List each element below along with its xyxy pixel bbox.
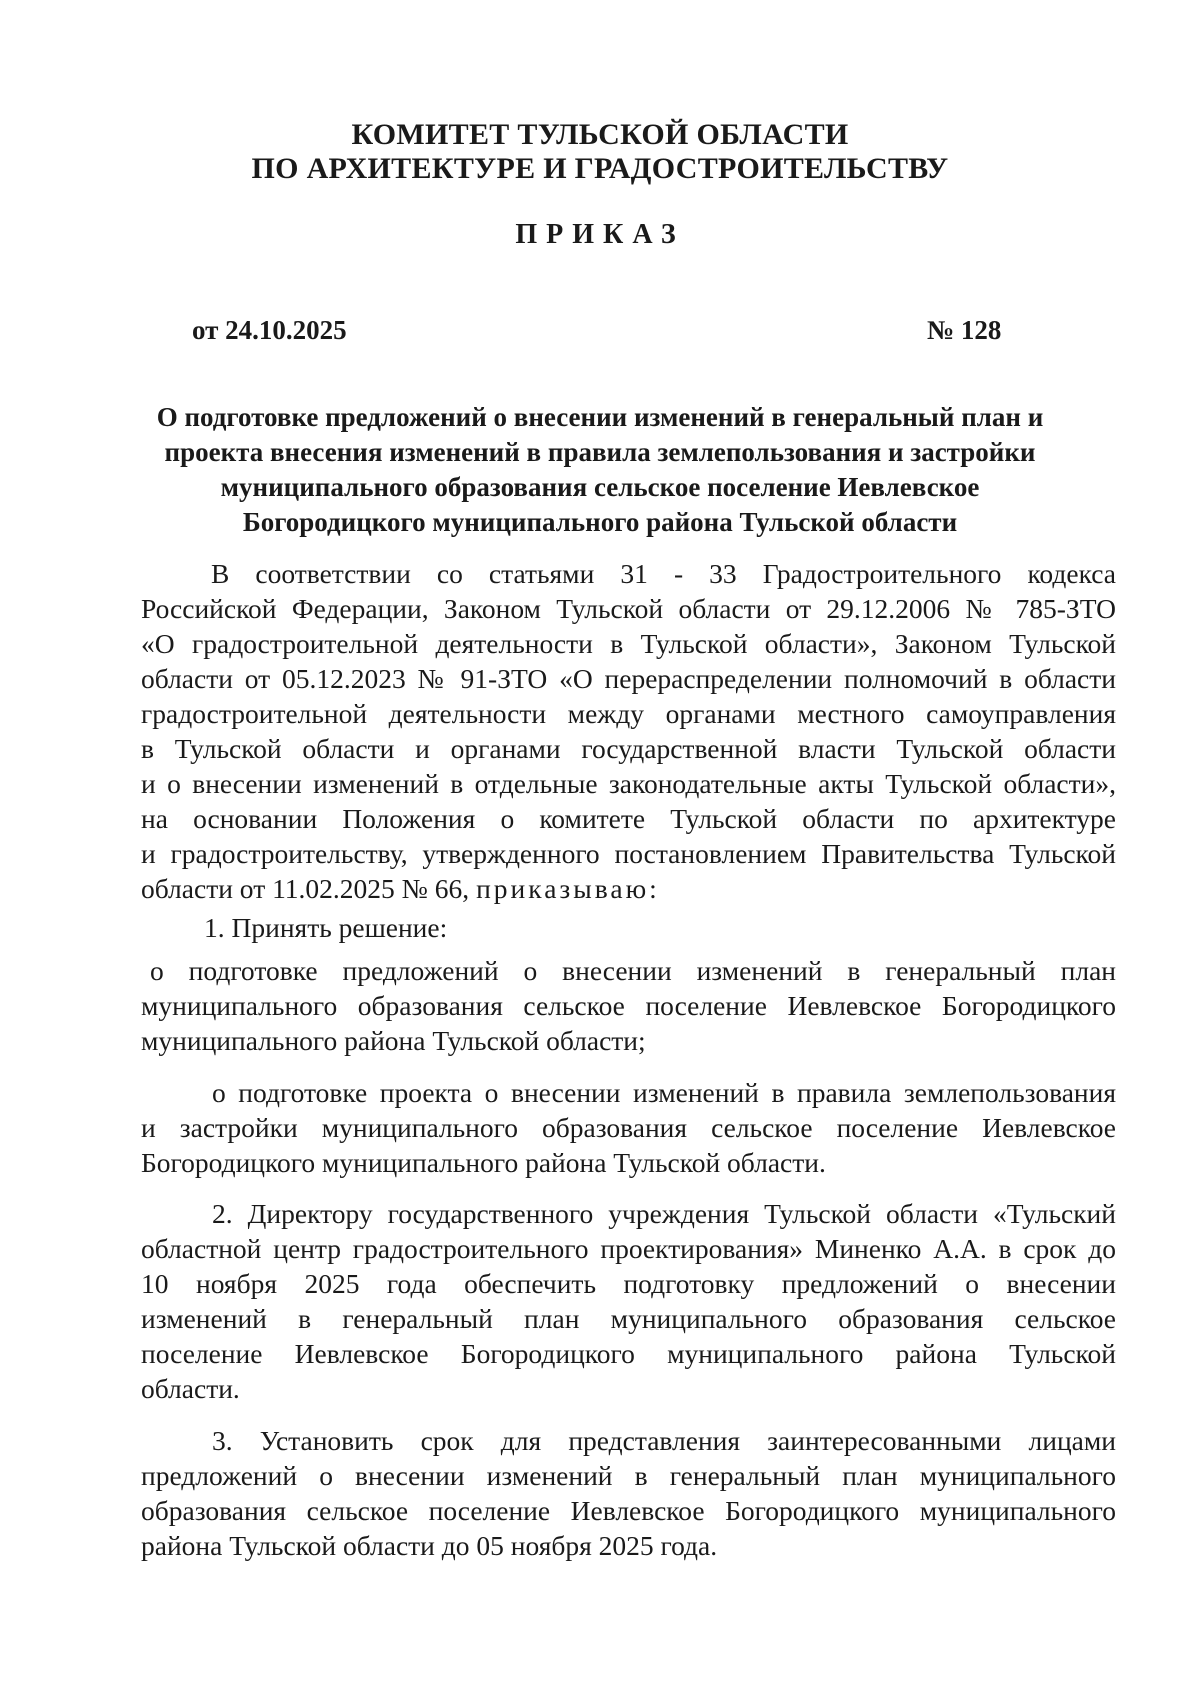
item2-line: 2. Директору государственного учреждения Тульской области «Тульский [212,1198,1116,1229]
item2-line: 10 ноября 2025 года обеспечить подготовку предложений о внесении [141,1268,1116,1299]
document-date: от 24.10.2025 [192,315,347,345]
preamble-line: В соответствии со статьями 31 - 33 Градостроительного кодекса [211,558,1116,589]
item1-a-last-line: муниципального района Тульской области; [141,1025,646,1056]
preamble-line: градостроительной деятельности между органами местного самоуправления [141,698,1116,729]
item1-b-line: о подготовке проекта о внесении изменений в правила землепользования [212,1077,1116,1108]
order-word: приказываю: [476,873,660,904]
preamble-line: и градостроительству, утвержденного постановлением Правительства Тульской [141,838,1116,869]
document-title-line3: муниципального образования сельское поселение Иевлевское [220,472,980,502]
document-title-line1: О подготовке предложений о внесении изменений в генеральный план и [156,402,1044,432]
document-type: ПРИКАЗ [515,219,685,250]
organization-name-line2: ПО АРХИТЕКТУРЕ И ГРАДОСТРОИТЕЛЬСТВУ [251,152,949,185]
item1-heading: 1. Принять решение: [204,912,448,943]
preamble-last-text: области от 11.02.2025 № 66, [141,873,470,904]
item3-line: предложений о внесении изменений в генеральный план муниципального [141,1460,1116,1491]
item1-b-last-line: Богородицкого муниципального района Тульской области. [141,1147,826,1178]
preamble-line: «О градостроительной деятельности в Тульской области», Законом Тульской [141,628,1116,659]
organization-name-line1: КОМИТЕТ ТУЛЬСКОЙ ОБЛАСТИ [351,118,849,151]
item2-line: изменений в генеральный план муниципального образования сельское [141,1303,1116,1334]
preamble-line: в Тульской области и органами государственной власти Тульской области [141,733,1116,764]
item3-line: образования сельское поселение Иевлевское Богородицкого муниципального [141,1495,1116,1526]
item3-last-line: района Тульской области до 05 ноября 2025 года. [141,1530,718,1561]
document-title-line2: проекта внесения изменений в правила землепользования и застройки [164,437,1036,467]
item2-line: поселение Иевлевское Богородицкого муниципального района Тульской [141,1338,1116,1369]
preamble-line: Российской Федерации, Законом Тульской области от 29.12.2006 № 785-ЗТО [141,593,1116,624]
item2-last-line: области. [141,1373,240,1404]
item3-line: 3. Установить срок для представления заинтересованными лицами [212,1425,1116,1456]
item2-line: областной центр градостроительного проектирования» Миненко А.А. в срок до [141,1233,1116,1264]
item1-a-line: муниципального образования сельское поселение Иевлевское Богородицкого [141,990,1116,1021]
document-number: № 128 [927,315,1002,345]
item1-a-line: о подготовке предложений о внесении изменений в генеральный план [150,955,1116,986]
preamble-line: области от 05.12.2023 № 91-ЗТО «О перераспределении полномочий в области [141,663,1116,694]
preamble-last-line [141,873,660,905]
preamble-line: и о внесении изменений в отдельные законодательные акты Тульской области», [141,768,1116,799]
item1-b-line: и застройки муниципального образования сельское поселение Иевлевское [141,1112,1116,1143]
preamble-line: на основании Положения о комитете Тульской области по архитектуре [141,803,1116,834]
document-title-line4: Богородицкого муниципального района Тульской области [242,507,958,537]
